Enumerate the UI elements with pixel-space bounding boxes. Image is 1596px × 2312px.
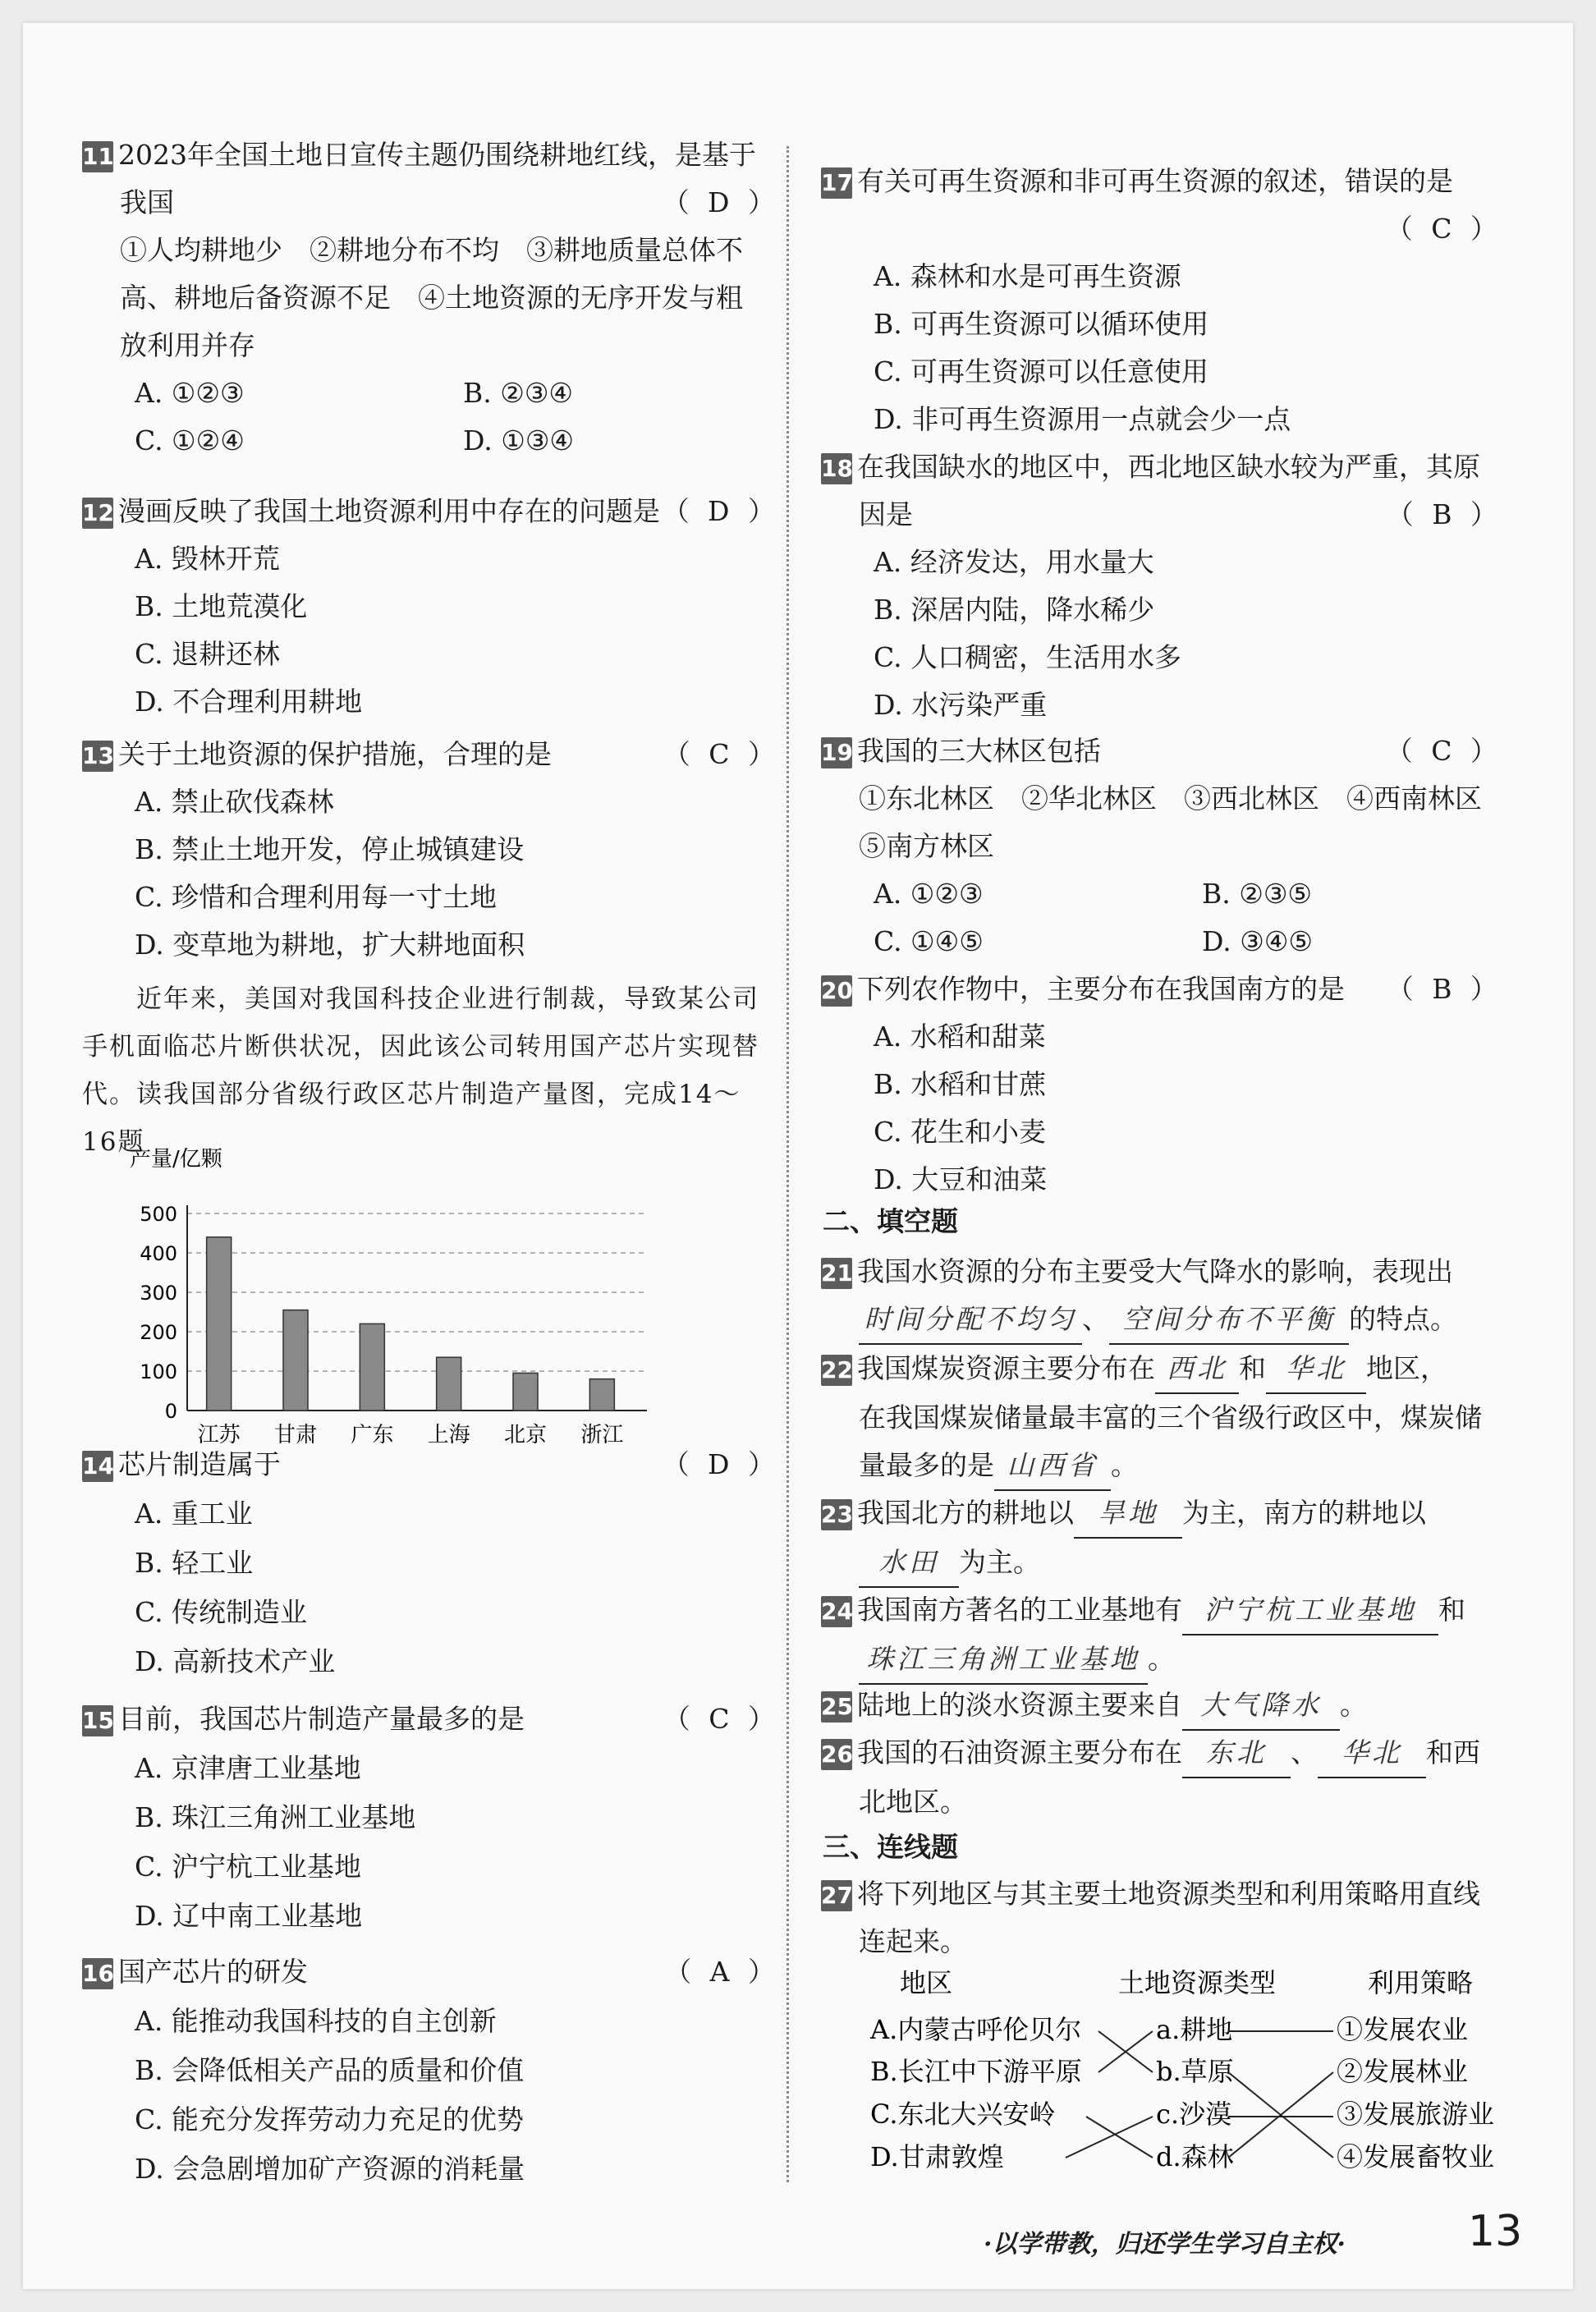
statement-line: 高、耕地后备资源不足 ④土地资源的无序开发与粗: [120, 282, 743, 314]
question-stem: 关于土地资源的保护措施，合理的是: [118, 738, 552, 770]
question-number-badge: 17: [821, 167, 852, 199]
match-line-c-d: [1086, 2117, 1153, 2158]
question-stem: 我国水资源的分布主要受大气降水的影响，表现出: [857, 1255, 1453, 1287]
option-a: A. 京津唐工业基地: [135, 1752, 361, 1784]
question-14: [82, 1440, 780, 1686]
question-stem: 有关可再生资源和非可再生资源的叙述，错误的是: [857, 165, 1453, 197]
fill-blank-answer: 华北: [1318, 1729, 1426, 1778]
text-segment: 、: [1082, 1303, 1109, 1335]
option-b: B. 禁止土地开发，停止城镇建设: [135, 833, 525, 865]
strategy-1: ①发展农业: [1337, 2014, 1469, 2045]
text-segment: 和: [1438, 1594, 1465, 1626]
option-c: C. 花生和小麦: [874, 1116, 1047, 1148]
option-a: A. 毁林开荒: [135, 543, 280, 575]
question-number-badge: 21: [821, 1258, 852, 1289]
question-12: [82, 488, 780, 726]
type-a: a.耕地: [1156, 2014, 1233, 2045]
question-21: [821, 1248, 1457, 1345]
option-c: C. ①②④: [135, 424, 245, 456]
option-d: D. 水污染严重: [874, 689, 1048, 721]
answer: （ C ）: [663, 738, 780, 770]
question-stem-cont: 因是: [859, 498, 913, 530]
answer: （ B ）: [1386, 973, 1502, 1005]
text-line: 在我国煤炭储量最丰富的三个省级行政区中，煤炭储: [859, 1401, 1482, 1434]
question-19: [821, 727, 1502, 966]
answer: （ B ）: [1386, 498, 1502, 530]
text-segment: 的特点。: [1349, 1303, 1457, 1335]
region-a: A.内蒙古呼伦贝尔: [870, 2014, 1082, 2045]
section-heading-matching: 三、连线题: [823, 1831, 958, 1863]
question-stem: 我国的三大林区包括: [857, 735, 1101, 767]
question-number-badge: 13: [82, 741, 113, 772]
answer: （ D ）: [662, 186, 780, 218]
question-number-badge: 19: [821, 737, 852, 768]
x-tick-label: 浙江: [580, 1423, 624, 1443]
passage-line: 代。读我国部分省级行政区芯片制造产量图，完成14～: [82, 1080, 741, 1109]
option-b: B. 深居内陆，降水稀少: [874, 594, 1155, 626]
y-tick-label: 200: [140, 1321, 177, 1344]
option-a: A. 经济发达，用水量大: [874, 546, 1154, 578]
header-region: 地区: [899, 1967, 953, 1998]
fill-blank-answer: 华北: [1266, 1345, 1366, 1394]
option-c: C. 沪宁杭工业基地: [135, 1851, 362, 1883]
question-number-badge: 18: [821, 453, 852, 484]
page: [23, 23, 1573, 2289]
option-a: A. 重工业: [135, 1498, 253, 1530]
text-segment: 为主。: [959, 1546, 1040, 1578]
question-24: [821, 1586, 1465, 1685]
question-number-badge: 22: [821, 1355, 852, 1386]
fill-blank-answer: 空间分布不平衡: [1109, 1296, 1349, 1345]
x-tick-label: 北京: [503, 1423, 548, 1443]
question-11: [82, 131, 780, 465]
option-c: C. 珍惜和合理利用每一寸土地: [135, 881, 498, 913]
question-17: [821, 158, 1502, 443]
option-d: D. 大豆和油菜: [874, 1163, 1048, 1195]
question-number-badge: 20: [821, 975, 852, 1007]
y-tick-label: 100: [140, 1360, 177, 1383]
question-23: [821, 1489, 1426, 1588]
option-c: C. 能充分发挥劳动力充足的优势: [135, 2103, 525, 2135]
option-b: B. 珠江三角洲工业基地: [135, 1801, 416, 1833]
option-d: D. ①③④: [463, 424, 575, 456]
answer: （ D ）: [662, 495, 780, 527]
bar-江苏: [207, 1237, 232, 1411]
region-c: C.东北大兴安岭: [870, 2099, 1056, 2130]
option-b: B. 水稻和甘蔗: [874, 1068, 1047, 1100]
question-18: [821, 443, 1502, 729]
option-d: D. 非可再生资源用一点就会少一点: [874, 403, 1291, 435]
option-d: D. 会急剧增加矿产资源的消耗量: [135, 2153, 525, 2185]
match-line-d-c: [1066, 2117, 1153, 2158]
statement-line: ⑤南方林区: [859, 830, 994, 862]
fill-blank-answer: 时间分配不均匀: [859, 1296, 1082, 1345]
region-d: D.甘肃敦煌: [870, 2141, 1004, 2172]
question-number-badge: 16: [82, 1958, 113, 1989]
option-a: A. 禁止砍伐森林: [135, 786, 334, 818]
question-22: [821, 1345, 1482, 1491]
passage-line: 16题: [82, 1127, 145, 1157]
fill-blank-answer: 山西省: [994, 1442, 1111, 1491]
question-stem: 2023年全国土地日宣传主题仍围绕耕地红线，是基于: [118, 139, 756, 171]
question-13: [82, 731, 780, 969]
passage-line: 手机面临芯片断供状况，因此该公司转用国产芯片实现替: [82, 1032, 759, 1062]
matching-diagram: [828, 1961, 1550, 2207]
option-d: D. 变草地为耕地，扩大耕地面积: [135, 929, 525, 961]
answer: （ C ）: [1385, 735, 1502, 767]
question-16: [82, 1947, 780, 2194]
text-segment: 。: [1340, 1689, 1367, 1721]
fill-blank-answer: 水田: [859, 1539, 959, 1588]
answer: （ C ）: [663, 1703, 780, 1735]
question-stem: 漫画反映了我国土地资源利用中存在的问题是: [118, 495, 660, 527]
left-column: [23, 23, 821, 2289]
text-segment: 和: [1239, 1352, 1266, 1384]
option-d: D. 不合理利用耕地: [135, 686, 363, 718]
question-stem: 陆地上的淡水资源主要来自: [857, 1689, 1182, 1721]
question-stem: 目前，我国芯片制造产量最多的是: [118, 1703, 525, 1735]
text-segment: 地区，: [1366, 1352, 1447, 1384]
answer: （ D ）: [662, 1448, 780, 1480]
text-segment: 和西: [1426, 1736, 1480, 1768]
option-a: A. 水稻和甜菜: [874, 1021, 1046, 1053]
passage-line: 近年来，美国对我国科技企业进行制裁，导致某公司: [136, 984, 759, 1014]
type-c: c.沙漠: [1156, 2099, 1232, 2130]
option-b: B. ②③④: [463, 377, 573, 409]
bar-甘肃: [283, 1310, 308, 1411]
question-number-badge: 25: [821, 1691, 852, 1723]
option-c: C. 人口稠密，生活用水多: [874, 641, 1182, 673]
question-stem: 我国的石油资源主要分布在: [857, 1736, 1182, 1768]
text-segment: 。: [1148, 1643, 1175, 1675]
y-tick-label: 0: [164, 1400, 177, 1423]
option-c: C. ①④⑤: [874, 925, 984, 957]
strategy-4: ④发展畜牧业: [1337, 2141, 1495, 2172]
question-stem: 国产芯片的研发: [118, 1956, 308, 1988]
option-b: B. 土地荒漠化: [135, 590, 308, 622]
option-a: A. ①②③: [874, 878, 984, 910]
fill-blank-answer: 珠江三角洲工业基地: [859, 1635, 1148, 1685]
question-stem: 芯片制造属于: [118, 1448, 281, 1480]
bar-浙江: [589, 1379, 614, 1411]
x-tick-label: 江苏: [197, 1423, 241, 1443]
footer-slogan: ·以学带教，归还学生学习自主权·: [984, 2230, 1346, 2259]
header-land-type: 土地资源类型: [1117, 1967, 1277, 1998]
page-number: 13: [1468, 2207, 1523, 2256]
option-c: C. 传统制造业: [135, 1596, 308, 1628]
y-tick-label: 400: [140, 1242, 177, 1265]
statement-line: ①东北林区 ②华北林区 ③西北林区 ④西南林区: [859, 782, 1482, 814]
question-stem: 将下列地区与其主要土地资源类型和利用策略用直线: [857, 1878, 1480, 1910]
question-stem-cont: 我国: [120, 186, 174, 218]
text-segment: 。: [1111, 1449, 1138, 1481]
y-tick-label: 300: [140, 1282, 177, 1305]
y-axis-label: 产量/亿颗: [130, 1148, 222, 1172]
text-segment: 为主，南方的耕地以: [1182, 1497, 1426, 1529]
section-heading-fill-blank: 二、填空题: [823, 1205, 958, 1237]
option-b: B. ②③⑤: [1202, 878, 1312, 910]
option-b: B. 可再生资源可以循环使用: [874, 308, 1209, 340]
x-tick-label: 广东: [351, 1423, 394, 1443]
question-26: [821, 1729, 1480, 1826]
bar-广东: [360, 1323, 384, 1411]
question-stem-cont: 连起来。: [859, 1925, 967, 1957]
answer: （ A ）: [664, 1956, 780, 1988]
bar-上海: [437, 1357, 461, 1411]
option-b: B. 轻工业: [135, 1547, 254, 1579]
statement-line: 放利用并存: [120, 329, 255, 361]
fill-blank-answer: 大气降水: [1182, 1681, 1340, 1731]
header-strategy: 利用策略: [1367, 1967, 1474, 1998]
question-number-badge: 24: [821, 1596, 852, 1627]
type-b: b.草原: [1156, 2056, 1234, 2087]
option-d: D. 辽中南工业基地: [135, 1900, 363, 1932]
reading-passage: [82, 975, 788, 1166]
question-number-badge: 23: [821, 1499, 852, 1530]
bar-北京: [513, 1373, 538, 1411]
fill-blank-answer: 东北: [1182, 1729, 1291, 1778]
fill-blank-answer: 旱地: [1074, 1489, 1182, 1539]
text-segment: 量最多的是: [859, 1449, 994, 1481]
right-column: [821, 23, 1573, 2289]
question-number-badge: 14: [82, 1451, 113, 1482]
question-number-badge: 27: [821, 1880, 852, 1911]
question-number-badge: 11: [82, 141, 113, 172]
question-27: [821, 1870, 1527, 1966]
option-c: C. 可再生资源可以任意使用: [874, 356, 1209, 388]
option-d: D. ③④⑤: [1202, 925, 1314, 957]
fill-blank-answer: 西北: [1155, 1345, 1239, 1394]
type-d: d.森林: [1156, 2141, 1234, 2172]
question-number-badge: 12: [82, 498, 113, 529]
question-stem: 我国南方著名的工业基地有: [857, 1594, 1182, 1626]
option-d: D. 高新技术产业: [135, 1645, 336, 1677]
option-a: A. 能推动我国科技的自主创新: [135, 2005, 497, 2037]
region-b: B.长江中下游平原: [870, 2056, 1082, 2087]
question-stem: 在我国缺水的地区中，西北地区缺水较为严重，其原: [857, 451, 1480, 483]
text-segment: 、: [1291, 1736, 1318, 1768]
text-line: 北地区。: [859, 1786, 967, 1818]
strategy-2: ②发展林业: [1337, 2056, 1469, 2087]
statement-line: ①人均耕地少 ②耕地分布不均 ③耕地质量总体不: [120, 234, 743, 266]
question-20: [821, 966, 1502, 1204]
question-stem: 下列农作物中，主要分布在我国南方的是: [857, 973, 1345, 1005]
x-tick-label: 上海: [427, 1423, 470, 1443]
answer: （ C ）: [1385, 213, 1502, 245]
question-stem: 我国煤炭资源主要分布在: [857, 1352, 1155, 1384]
strategy-3: ③发展旅游业: [1337, 2099, 1495, 2130]
question-stem: 我国北方的耕地以: [857, 1497, 1074, 1529]
question-number-badge: 15: [82, 1705, 113, 1736]
question-number-badge: 26: [821, 1739, 852, 1770]
question-25: [821, 1681, 1367, 1731]
x-tick-label: 甘肃: [273, 1423, 318, 1443]
question-15: [82, 1695, 780, 1941]
option-b: B. 会降低相关产品的质量和价值: [135, 2054, 525, 2086]
option-a: A. ①②③: [135, 377, 245, 409]
fill-blank-answer: 沪宁杭工业基地: [1182, 1586, 1438, 1635]
y-tick-label: 500: [140, 1203, 177, 1226]
option-c: C. 退耕还林: [135, 638, 281, 670]
option-a: A. 森林和水是可再生资源: [874, 260, 1181, 292]
chip-production-bar-chart: [105, 1148, 680, 1443]
